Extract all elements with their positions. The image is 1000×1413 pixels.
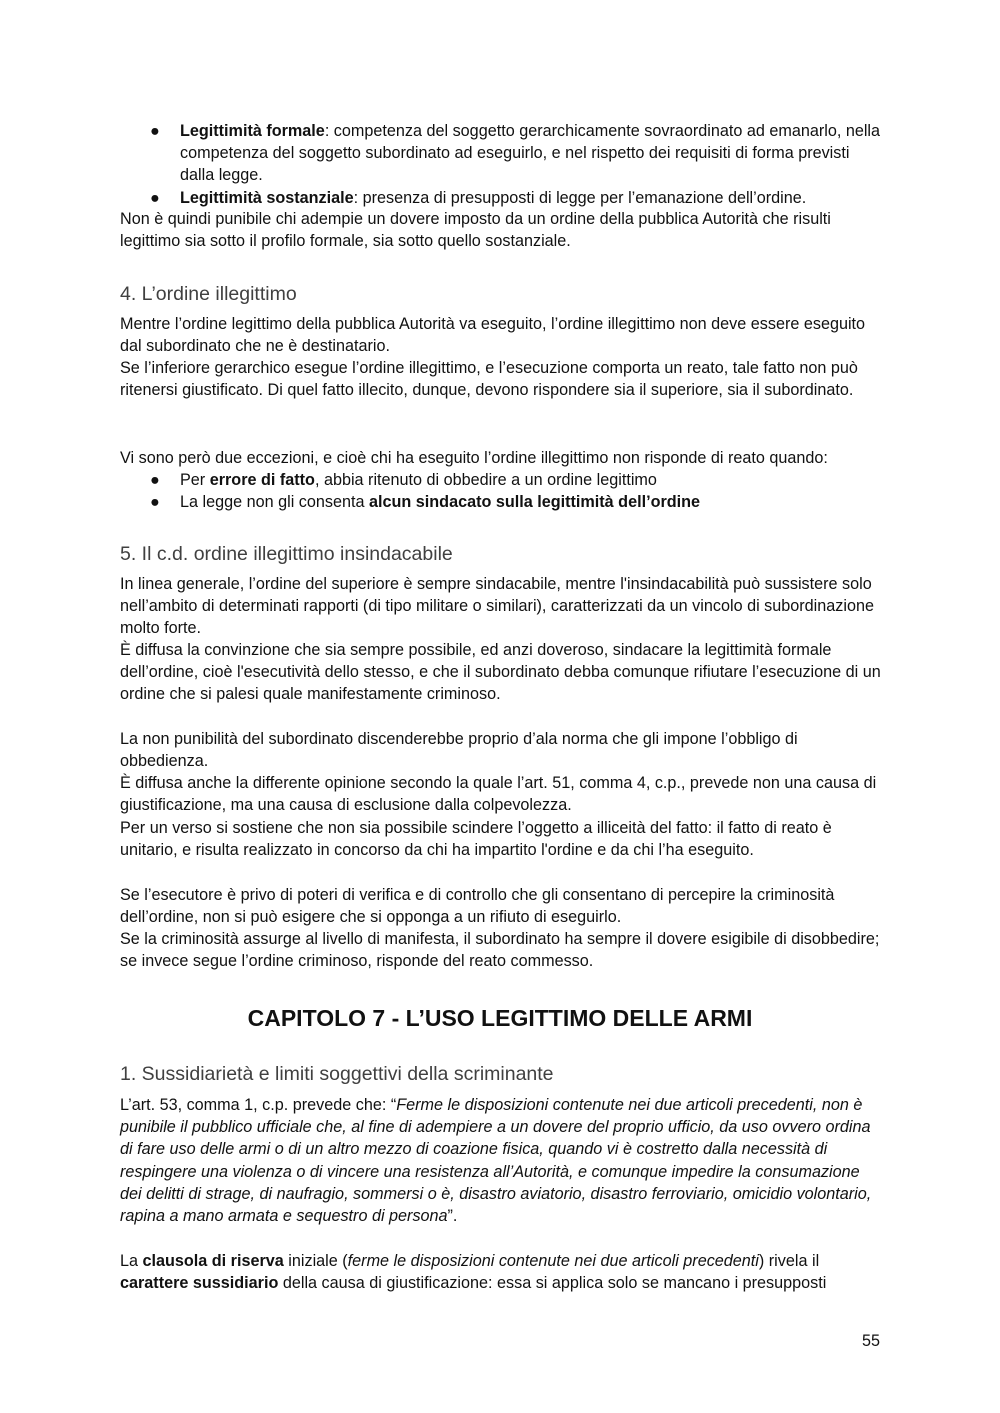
section-heading: 1. Sussidiarietà e limiti soggettivi della scriminante [120, 1063, 554, 1085]
paragraph: La non punibilità del subordinato discenderebbe proprio d’ala norma che gli impone l’obbligo di obbedienza. [120, 730, 798, 771]
list-item [120, 120, 882, 187]
list-item-text: La legge non gli consenta [180, 493, 370, 512]
list-item-text: Per [180, 471, 210, 489]
italic-text: ferme le disposizioni contenute nei due articoli precedenti [347, 1252, 759, 1270]
paragraph: Se la criminosità assurge al livello di manifesta, il subordinato ha sempre il dovere esigibile di disobbedire; se invece segue l’ordine criminoso, risponde del reato commesso. [120, 930, 880, 971]
paragraph: In linea generale, l’ordine del superiore è sempre sindacabile, mentre l'insindacabilità può sussistere solo nell’ambito di determinati rapporti (di tipo militare o similari), caratterizzati da un vincolo di subordinazione molto forte. [120, 575, 874, 638]
bullet-icon: ● [150, 493, 160, 512]
paragraph-text: ) rivela il [758, 1252, 820, 1270]
paragraph-text: iniziale ( [283, 1252, 348, 1270]
page-number: 55 [861, 1332, 880, 1350]
quoted-article-text: Ferme le disposizioni contenute nei due articoli precedenti, non è punibile il pubblico ufficiale che, al fine di adempiere a un dovere del proprio ufficio, da uso ovvero ordina di fare uso delle armi o di un altro mezzo di coazione fisica, quando vi è costretto dalla necessità di respingere una violenza o di vincere una resistenza all’Autorità, e comunque impedire la consumazione dei delitti di strage, di naufragio, sommersi o è, disastro aviatorio, disastro ferroviario, omicidio volontario, rapina a mano armata e sequestro di persona [120, 1096, 872, 1226]
list-item-text: , abbia ritenuto di obbedire a un ordine legittimo [314, 471, 657, 489]
list-item [120, 469, 882, 491]
paragraph: Mentre l’ordine legittimo della pubblica Autorità va eseguito, l’ordine illegittimo non deve essere eseguito dal subordinato che ne è destinatario. [120, 315, 866, 356]
bullet-icon: ● [150, 188, 160, 207]
section-heading: 5. Il c.d. ordine illegittimo insindacabile [120, 543, 453, 565]
top-bullet-list [120, 120, 882, 209]
paragraph-text: della causa di giustificazione: essa si applica solo se mancano i presupposti [278, 1274, 827, 1293]
chapter-title: CAPITOLO 7 - L’USO LEGITTIMO DELLE ARMI [247, 1005, 753, 1031]
paragraph: È diffusa la convinzione che sia sempre possibile, ed anzi doveroso, sindacare la legittimità formale dell’ordine, cioè l'esecutività dello stesso, e che il subordinato debba comunque rifiutare l’esecuzione di un ordine che si palesi quale manifestamente criminoso. [120, 641, 881, 704]
bullet-icon: ● [150, 122, 160, 140]
paragraph [120, 1094, 882, 1227]
paragraph: Se l’esecutore è privo di poteri di verifica e di controllo che gli consentano di percepire la criminosità dell’ordine, non si può esigere che si opponga a un rifiuto di eseguirlo. [120, 886, 835, 927]
paragraph: Per un verso si sostiene che non sia possibile scindere l’oggetto a illiceità del fatto: il fatto di reato è unitario, e risulta realizzato in concorso da chi ha impartito l'ordine e da chi l’ha eseguito. [120, 819, 832, 860]
paragraph: Vi sono però due eccezioni, e cioè chi ha eseguito l’ordine illegittimo non risponde di reato quando: [120, 449, 828, 467]
paragraph-text: La [120, 1252, 143, 1270]
section-heading: 4. L’ordine illegittimo [120, 283, 297, 305]
bold-term: errore di fatto [209, 471, 315, 489]
bold-term: Legittimità sostanziale [180, 188, 354, 207]
list-item [120, 187, 882, 209]
paragraph-text: L’art. 53, comma 1, c.p. prevede che: “ [120, 1096, 397, 1114]
paragraph-text: ”. [447, 1207, 458, 1226]
bold-term: clausola di riserva [142, 1252, 284, 1270]
list-item-text: : competenza del soggetto gerarchicamente sovraordinato ad emanarlo, nella competenza del soggetto subordinato ad eseguirlo, e nel rispetto dei requisiti di forma previsti dalla legge. [180, 122, 881, 185]
paragraph [120, 1250, 882, 1294]
bold-term: alcun sindacato sulla legittimità dell’ordine [369, 493, 701, 512]
bullet-icon: ● [150, 471, 160, 489]
bold-term: carattere sussidiario [120, 1274, 279, 1293]
list-item-text: : presenza di presupposti di legge per l’emanazione dell’ordine. [353, 188, 807, 207]
bold-term: Legittimità formale [180, 122, 325, 140]
paragraph: È diffusa anche la differente opinione secondo la quale l’art. 51, comma 4, c.p., prevede non una causa di giustificazione, ma una causa di esclusione dalla colpevolezza. [120, 774, 877, 815]
paragraph: Non è quindi punibile chi adempie un dovere imposto da un ordine della pubblica Autorità che risulti legittimo sia sotto il profilo formale, sia sotto quello sostanziale. [120, 210, 831, 251]
paragraph: Se l’inferiore gerarchico esegue l’ordine illegittimo, e l’esecuzione comporta un reato, tale fatto non può ritenersi giustificato. Di quel fatto illecito, dunque, devono rispondere sia il superiore, sia il subordinato. [120, 359, 858, 400]
exception-list [120, 469, 882, 513]
list-item [120, 491, 882, 513]
